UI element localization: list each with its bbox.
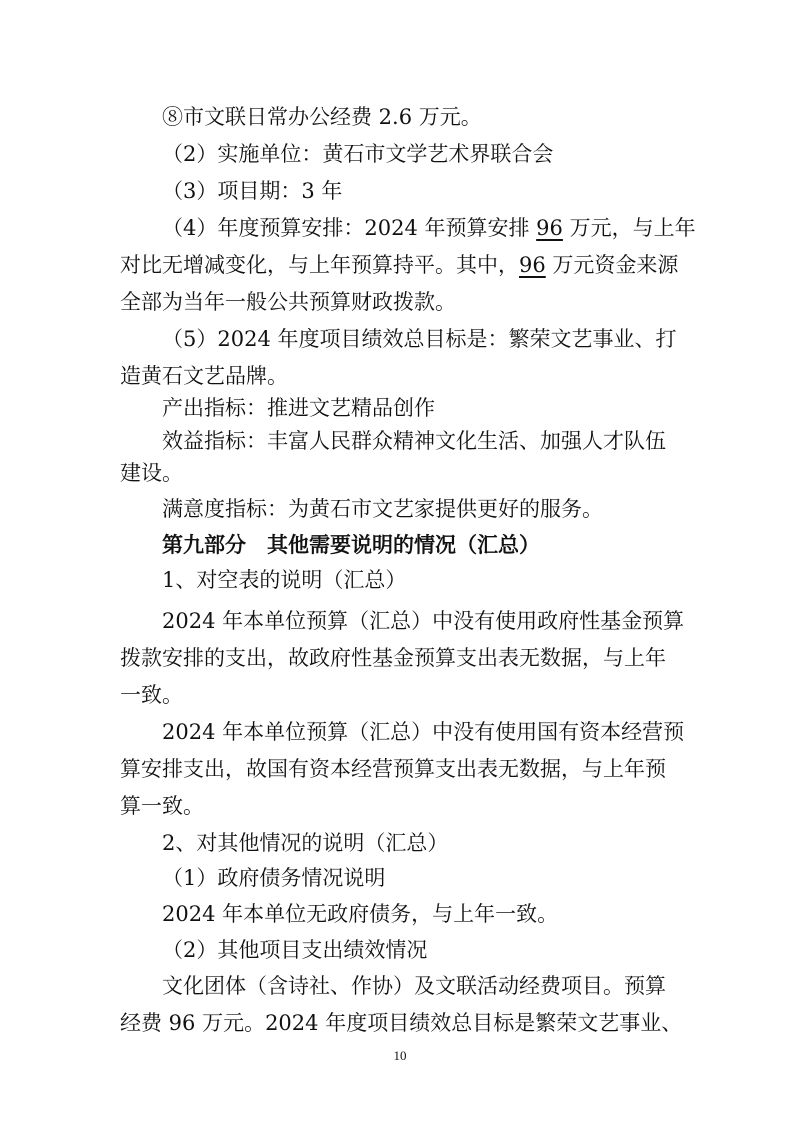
text-line-fund-budget: 2024 年本单位预算（汇总）中没有使用政府性基金预算 — [162, 609, 685, 633]
text-segment: （4）年度预算安排：2024 年预算安排 — [162, 216, 537, 240]
section-heading-part-nine: 第九部分 其他需要说明的情况（汇总） — [162, 533, 540, 557]
text-line-culture-groups: 文化团体（含诗社、作协）及文联活动经费项目。预算 — [162, 974, 666, 998]
text-line-benefit-indicator-cont: 建设。 — [120, 461, 183, 485]
text-line-benefit-indicator: 效益指标：丰富人民群众精神文化生活、加强人才队伍 — [162, 429, 666, 453]
text-line-fund-budget-end: 一致。 — [120, 683, 183, 707]
text-line-performance-goal-cont: 造黄石文艺品牌。 — [120, 364, 288, 388]
text-line-project-period: （3）项目期：3 年 — [162, 179, 343, 203]
text-line-annual-budget — [162, 214, 732, 242]
text-line-capital-budget: 2024 年本单位预算（汇总）中没有使用国有资本经营预 — [162, 720, 685, 744]
text-line-office-expense: ⑧市文联日常办公经费 2.6 万元。 — [162, 105, 482, 129]
text-line-capital-budget-end: 算一致。 — [120, 794, 204, 818]
subheading-empty-tables: 1、对空表的说明（汇总） — [162, 568, 407, 592]
text-line-debt-statement: 2024 年本单位无政府债务，与上年一致。 — [162, 902, 559, 926]
text-segment: 对比无增减变化，与上年预算持平。其中， — [120, 253, 519, 277]
text-line-implementing-unit: （2）实施单位：黄石市文学艺术界联合会 — [162, 142, 554, 166]
text-line-fund-budget-cont: 拨款安排的支出，故政府性基金预算支出表无数据，与上年 — [120, 646, 666, 670]
text-segment: 万元资金来源 — [545, 253, 679, 277]
text-line-budget-comparison — [120, 251, 690, 279]
text-line-other-projects-heading: （2）其他项目支出绩效情况 — [162, 938, 428, 962]
text-line-satisfaction-indicator: 满意度指标：为黄石市文艺家提供更好的服务。 — [162, 497, 603, 521]
underlined-amount: 96 — [536, 216, 563, 240]
text-segment: 万元，与上年 — [562, 216, 696, 240]
page-number: 10 — [393, 1048, 407, 1063]
text-line-capital-budget-cont: 算安排支出，故国有资本经营预算支出表无数据，与上年预 — [120, 757, 666, 781]
text-line-funding-source: 全部为当年一般公共预算财政拨款。 — [120, 290, 456, 314]
underlined-amount: 96 — [519, 253, 546, 277]
text-line-debt-heading: （1）政府债务情况说明 — [162, 866, 386, 890]
text-line-performance-goal: （5）2024 年度项目绩效总目标是：繁荣文艺事业、打 — [162, 327, 677, 351]
text-line-output-indicator: 产出指标：推进文艺精品创作 — [162, 396, 435, 420]
text-line-culture-groups-cont: 经费 96 万元。2024 年度项目绩效总目标是繁荣文艺事业、 — [120, 1011, 683, 1035]
subheading-other-situations: 2、对其他情况的说明（汇总） — [162, 831, 449, 855]
